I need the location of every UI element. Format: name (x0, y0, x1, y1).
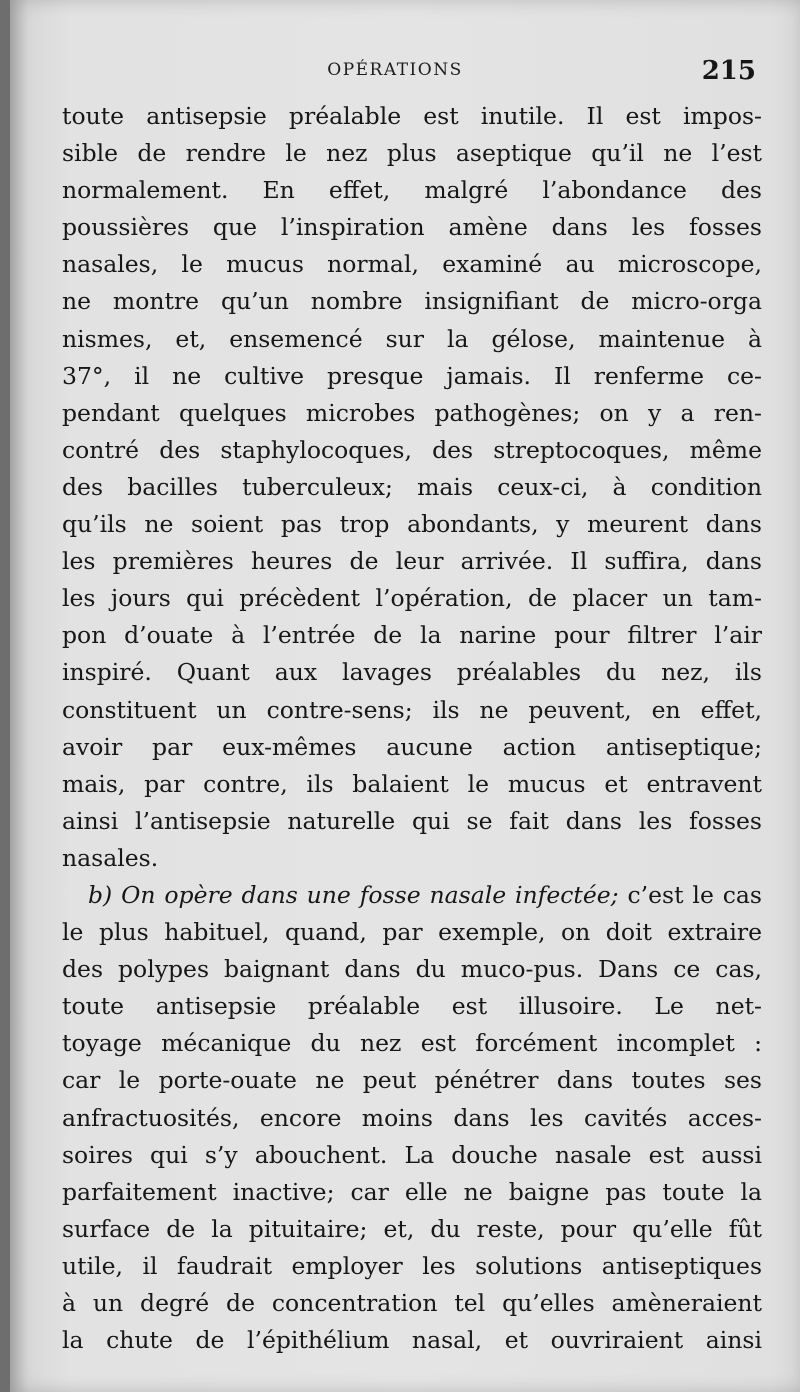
text-line: parfaitement inactive; car elle ne baigne pas toute la (62, 1177, 762, 1206)
text-line: poussières que l’inspiration amène dans les fosses (62, 213, 762, 242)
text-line: car le porte-ouate ne peut pénétrer dans toutes ses (62, 1066, 762, 1095)
text-line: nasales, le mucus normal, examiné au microscope, (62, 250, 762, 279)
subsection-marker: b) (88, 880, 113, 909)
text-line: soires qui s’y abouchent. La douche nasale est aussi (62, 1140, 762, 1169)
text-line: des polypes baignant dans du muco-pus. Dans ce cas, (62, 955, 762, 984)
text-line: les jours qui précèdent l’opération, de placer un tam- (62, 584, 762, 613)
text-line: la chute de l’épithélium nasal, et ouvriraient ainsi (62, 1326, 762, 1355)
text-line: des bacilles tuberculeux; mais ceux-ci, à condition (62, 472, 762, 501)
text-fragment: c’est le cas (627, 880, 762, 909)
book-page (10, 0, 800, 1392)
text-line: toute antisepsie préalable est inutile. Il est impos- (62, 102, 762, 130)
text-line: avoir par eux-mêmes aucune action antiseptique; (62, 732, 762, 761)
text-line: contré des staphylocoques, des streptocoques, même (62, 435, 762, 464)
text-line: ne montre qu’un nombre insignifiant de micro-orga (62, 287, 762, 316)
text-line: mais, par contre, ils balaient le mucus et entravent (62, 769, 762, 798)
text-line: toyage mécanique du nez est forcément incomplet : (62, 1029, 762, 1058)
subsection-heading: On opère dans une fosse nasale infectée; (121, 880, 619, 909)
text-line: toute antisepsie préalable est illusoire. Le net- (62, 992, 762, 1021)
text-line: nismes, et, ensemencé sur la gélose, maintenue à (62, 324, 762, 353)
text-line: anfractuosités, encore moins dans les cavités acces- (62, 1103, 762, 1132)
text-line: à un degré de concentration tel qu’elles amèneraient (62, 1289, 762, 1317)
text-line: le plus habituel, quand, par exemple, on doit extraire (62, 918, 762, 947)
text-line: normalement. En effet, malgré l’abondance des (62, 176, 762, 205)
text-line: pendant quelques microbes pathogènes; on y a ren- (62, 398, 762, 427)
page-number: 215 (701, 56, 756, 86)
text-line: constituent un contre-sens; ils ne peuvent, en effet, (62, 695, 762, 724)
text-line: 37°, il ne cultive presque jamais. Il renferme ce- (62, 361, 762, 390)
body-text (62, 98, 762, 1359)
subsection-first-line (62, 877, 762, 914)
text-line: les premières heures de leur arrivée. Il suffira, dans (62, 547, 762, 576)
text-line: utile, il faudrait employer les solutions antiseptiques (62, 1251, 762, 1280)
page-header (10, 58, 800, 88)
text-line: inspiré. Quant aux lavages préalables du nez, ils (62, 658, 762, 687)
text-line: nasales. (62, 843, 159, 872)
text-line: surface de la pituitaire; et, du reste, pour qu’elle fût (62, 1214, 762, 1243)
text-line: pon d’ouate à l’entrée de la narine pour filtrer l’air (62, 621, 762, 650)
text-line: ainsi l’antisepsie naturelle qui se fait dans les fosses (62, 806, 762, 835)
text-line: sible de rendre le nez plus aseptique qu’il ne l’est (62, 139, 762, 168)
text-line: qu’ils ne soient pas trop abondants, y meurent dans (62, 510, 762, 539)
running-title: OPÉRATIONS (327, 60, 463, 80)
